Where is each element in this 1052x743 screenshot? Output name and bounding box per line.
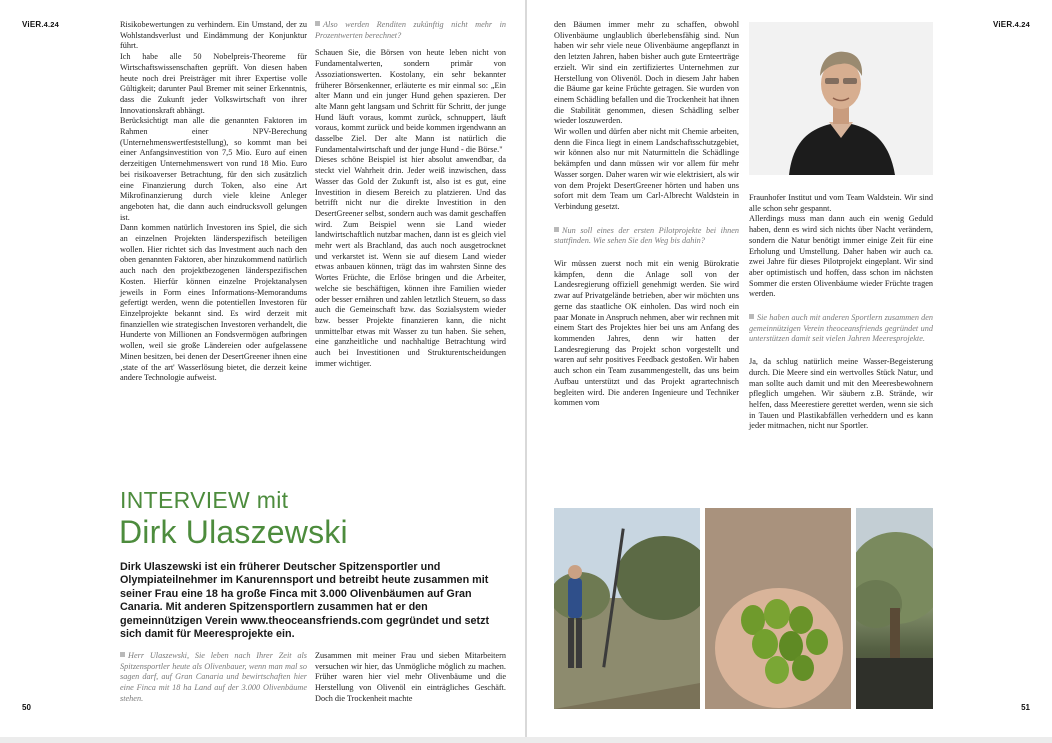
left-page (0, 0, 525, 737)
magazine-brand-right (993, 20, 1030, 29)
magazine-brand-left (22, 20, 59, 29)
left-column-1 (120, 20, 307, 384)
left-bottom-column-1 (120, 651, 307, 705)
portrait-photo (749, 22, 933, 175)
paragraph: Ja, da schlug natürlich meine Wasser-Begeisterung durch. Die Meere sind ein wertvolles Stück Natur, und man sollte auch damit und mit den Meeresbewohnern pfleglich umgehen. Wir säubern z.B. Strände, wir helfen, dass Meerestiere gerettet werden, wenn sie sich in Tauen und Plastikabfällen verheddern und es kann jeder mitmachen, nicht nur Sportler. (749, 357, 933, 431)
question-text: Nun soll eines der ersten Pilotprojekte bei ihnen stattfinden. Wie sehen Sie den Weg bis dahin? (554, 225, 739, 246)
paragraph: Fraunhofer Institut und vom Team Waldstein. Wir sind alle schon sehr gespannt. (749, 193, 933, 213)
issue-number: .4.24 (41, 20, 60, 29)
paragraph: Berücksichtigt man alle die genannten Faktoren im Rahmen einer NPV-Berechung (Unternehmenswertfeststellung), so kommt man bei einer Anfangsinvestition von 7,5 Mio. Euro auf einen derzeitigen Unternehmenswert von rund 18 Mio. Euro bei risikoaverser Betrachtung, für den sich zusätzlich eine Finanzierung durch Token, also eine Art Mikrofinanzierung durch viele kleine Anleger angeboten hat, die dann auch eindrucksvoll gelungen ist. (120, 116, 307, 222)
right-column-1 (554, 20, 739, 409)
interview-lead: Dirk Ulaszewski ist ein früherer Deutscher Spitzensportler und Olympiateilnehmer im Kanurennsport und betreibt heute zusammen mit seiner Frau eine 18 ha große Finca mit 3.000 Olivenbäumen auf Gran Canaria. Mit anderen Spitzensportlern zusammen hat er den gemeinnützigen Verein www.theoceansfriends.com gegründet und setzt sich damit für Meeresprojekte ein. (120, 561, 490, 641)
left-bottom-column-2 (315, 651, 506, 705)
portrait-illustration (749, 22, 933, 175)
question-text: Sie haben auch mit anderen Sportlern zusammen den gemeinnützigen Verein theoceansfriends gegründet und unterstützen damit seit vielen Jahren Meeresprojekte. (749, 313, 933, 344)
photo-tree-climbing (554, 508, 700, 709)
right-page (527, 0, 1052, 737)
tree-climbing-illustration (554, 508, 700, 709)
interview-question (120, 651, 307, 705)
interview-question (749, 313, 933, 345)
paragraph: Risikobewertungen zu verhindern. Ein Umstand, der zu Wohlstandsverlust und Eindämmung der Konjunktur führt. (120, 20, 307, 51)
olives-in-hand-illustration (705, 508, 851, 709)
right-column-2 (749, 193, 933, 432)
paragraph: Allerdings muss man dann auch ein wenig Geduld haben, denn es wird sich nichts über Nacht verändern, sondern die Natur benötigt immer einige Zeit für eine Erholung und Umstellung. Daher haben wir auch ca. zwei Jahre für dieses Pilotprojekt eingeplant. Wir sind aber optimistisch und hoffen, dass schon im nächsten Sommer die ersten Olivenbäume wieder Früchte tragen werden. (749, 214, 933, 299)
issue-number: .4.24 (1012, 20, 1030, 29)
bullet-square-icon (315, 21, 320, 26)
interview-question (315, 20, 506, 41)
left-column-2 (315, 20, 506, 370)
bullet-square-icon (749, 314, 754, 319)
olive-tree-illustration (856, 508, 933, 709)
brand-name: ViER (992, 20, 1013, 29)
question-text: Herr Ulaszewski, Sie leben nach Ihrer Zeit als Spitzensportler heute als Olivenbauer, wenn man mal so sagen darf, auf Gran Canaria und bewirtschaften hier eine Finca mit 18 ha Land auf der 3.000 Olivenbäume stehen. (120, 651, 307, 703)
paragraph: Ich habe alle 50 Nobelpreis-Theoreme für Wirtschaftswissenschaften geprüft. Von diesen haben heute noch drei Preisträger mit ihrer Expertise volle Gültigkeit; darunter Paul Bremer mit seiner Erkenntnis, dass die Zukunft jeder Volkswirtschaft von ihrer Innovationskraft abhängt. (120, 52, 307, 115)
paragraph: Wir müssen zuerst noch mit ein wenig Bürokratie kämpfen, denn die Anlage soll von der Landesregierung offiziell genehmigt werden. Sie wird zwar auf Privatgelände betrieben, aber wir möchten uns gerne das staatliche OK einholen. Das wird noch ein paar Monate in Anspruch nehmen, aber wir rechnen mit einem Start des Projektes hier bei uns am Anfang des kommenden Jahres, denn wir hatten der Landesregierung das Projekt schon vorgestellt und waren auf sehr positives Feedback gestoßen. Wir haben auch schon ein Team zusammengestellt, das uns beim Aufbau unterstützt und das Projekt agrartechnisch begleiten wird. Die anderen Ingenieure und Techniker kommen vom (554, 259, 739, 408)
paragraph: Dann kommen natürlich Investoren ins Spiel, die sich an einzelnen Projekten länderspezifisch beteiligen wollen. Hier richtet sich das Investment auch nach den oben genannten Faktoren, aber hinzukommend natürlich auch nach den projektbezogenen länderspezifischen Kosten. Hierfür können einzelne Projektanalysen jeweils in Form eines Informations-Memorandums gefertigt werden, wenn die potentiellen Investoren für Einzelprojekte bekannt sind. Es wird derzeit mit finanziellen wie strategischen Investoren verhandelt, die Hunderte von Millionen an Fondsvermögen aufbringen wollen, weil sie große Ländereien oder aufgelassene Minen besitzen, bei denen der DesertGreener ihnen eine ‚state of the art' Wasserlösung bietet, die derzeit keine andere Technologie aufweist. (120, 223, 307, 383)
paragraph: Wir wollen und dürfen aber nicht mit Chemie arbeiten, denn die Finca liegt in einem Landschaftsschutzgebiet, wir können also nur mit Naturmitteln die Schädlinge bekämpfen und dann müssen wir vor allem für mehr Wasser sorgen. Daher waren wir wie elektrisiert, als wir von dem Projekt DesertGreener hörten und haben uns sofort mit dem Team um Carl-Albrecht Waldstein in Verbindung gesetzt. (554, 127, 739, 211)
paragraph: Schauen Sie, die Börsen von heute leben nicht von Fundamentalwerten, sondern primär von Assoziationswerten. Kostolany, ein sehr bekannter früherer Börsenkenner, erläuterte es mir einmal so: „Ein alter Mann und ein junger Hund gehen spazieren. Der alte Mann geht langsam und Schritt für Schritt, der junge Hund läuft voraus, kommt zurück, schnuppert, läuft voraus, kommt zurück und beide kommen irgendwann an dasselbe Ziel. Der alte Mann ist natürlich die Fundamentalwirtschaft und der junge Hund - die Börse." (315, 48, 506, 154)
paragraph: den Bäumen immer mehr zu schaffen, obwohl Olivenbäume unglaublich überlebensfähig sind. Nun haben wir sehr viele neue Olivenbäume angepflanzt in den letzten Jahren, haben bisher auch gute Ernteerträge erzielt. Wir sind ein zertifiziertes Unternehmen zur Herstellung von Olivenöl. Doch in diesem Jahr haben die Bäume gar keine Früchte getragen. Sie wurden von einem Schädling befallen und die Trockenheit hat ihnen die Stabilität genommen, diesen Schädling selber wieder loszuwerden. (554, 20, 739, 126)
photo-olives-in-hand (705, 508, 851, 709)
brand-name: ViER (22, 20, 42, 29)
interview-question (554, 226, 739, 247)
interview-kicker: INTERVIEW mit (120, 487, 289, 513)
question-text: Also werden Renditen zukünftig nicht mehr in Prozentwerten berechnet? (315, 20, 506, 40)
page-number-left: 50 (22, 703, 31, 712)
interview-headline: Dirk Ulaszewski (119, 514, 348, 550)
page-number-right: 51 (1021, 703, 1030, 712)
paragraph: Dieses schöne Beispiel ist hier absolut anwendbar, da steckt viel Wahrheit drin. Jeder weiß inzwischen, dass Wasser das Gold der Zukunft ist, also ist es gut, eine Investition in diesem Bereich zu platzieren. Und das betrifft nicht nur die direkte Investition in den DesertGreener selbst, sondern auch was damit geschaffen wird. Zum Beispiel wenn sie Land wieder landwirtschaftlich nutzbar machen, dann ist es gleich viel mehr wert als Brachland, das auch noch ausgetrocknet und verkarstet ist. Wenn sie auf diesem Land wieder etwas anbauen können, trägt das im wahrsten Sinne des Wortes Früchte, die Erlöse bringen und die Arbeiter, welche sie beschäftigen, können ihre Familien wieder oder besser ernähren und zahlen letztlich Steuern, so dass auch die Gemeinschaft bzw. das Sozialsystem wieder bzw. besser Projekte finanzieren kann, die nicht unmittelbar etwas mit Wasser zu tun haben. Sie sehen, eine ganzheitliche und nachhaltige Betrachtung wird auch bei Investitionen und Strukturentscheidungen immer wichtiger. (315, 155, 506, 368)
paragraph: Zusammen mit meiner Frau und sieben Mitarbeitern versuchen wir hier, das Unmögliche möglich zu machen. Früher waren hier viel mehr Olivenbäume und die Herstellung von Olivenöl ein einträgliches Geschäft. Doch die Trockenheit machte (315, 651, 506, 703)
photo-olive-tree (856, 508, 933, 709)
bullet-square-icon (120, 652, 125, 657)
bullet-square-icon (554, 227, 559, 232)
